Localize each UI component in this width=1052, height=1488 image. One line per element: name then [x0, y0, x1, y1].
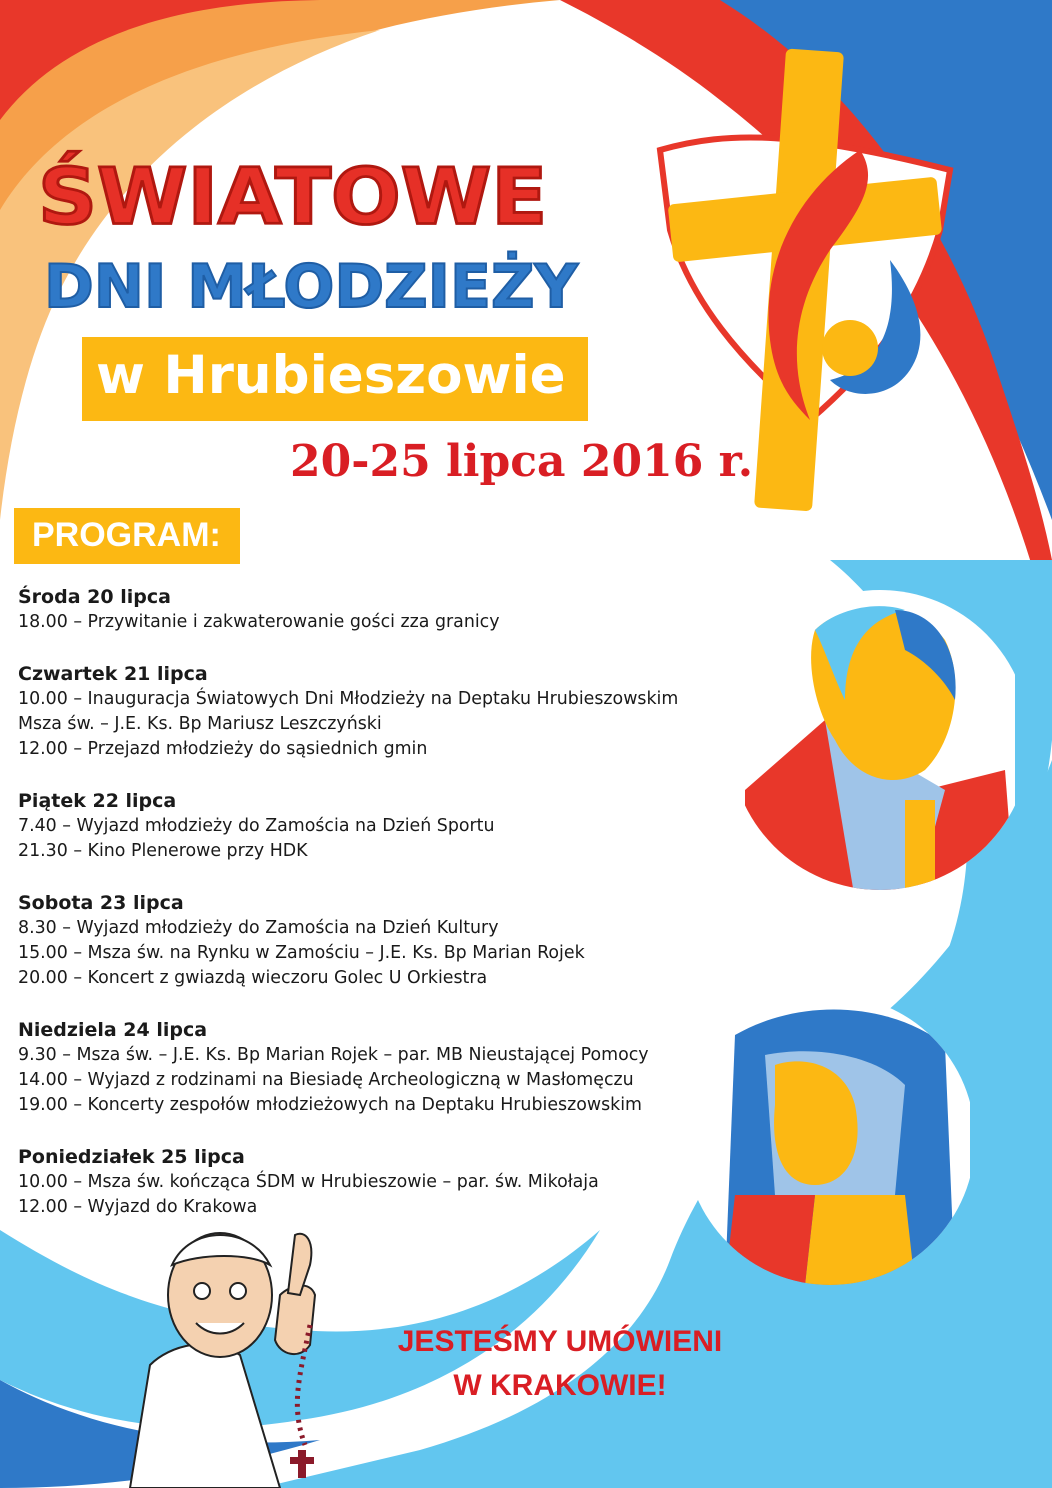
day-block	[18, 1018, 758, 1118]
day-title: Niedziela 24 lipca	[18, 1019, 208, 1041]
closing-line2: W KRAKOWIE!	[453, 1369, 667, 1402]
day-block	[18, 789, 758, 864]
event-dates: 20-25 lipca 2016 r.	[290, 436, 754, 487]
schedule	[18, 585, 758, 1247]
pope-francis-thumbs-up	[110, 1225, 350, 1488]
event-item: 12.00 – Wyjazd do Krakowa	[18, 1197, 258, 1217]
title-line2: DNI MŁODZIEŻY	[44, 252, 578, 322]
program-label: PROGRAM:	[32, 516, 221, 554]
event-item: 9.30 – Msza św. – J.E. Ks. Bp Marian Rojek – par. MB Nieustającej Pomocy	[18, 1045, 649, 1065]
event-item: 10.00 – Msza św. kończąca ŚDM w Hrubieszowie – par. św. Mikołaja	[18, 1172, 599, 1192]
closing-message	[350, 1320, 770, 1408]
event-item: 21.30 – Kino Plenerowe przy HDK	[18, 841, 308, 861]
day-title: Piątek 22 lipca	[18, 790, 177, 812]
event-item: Msza św. – J.E. Ks. Bp Mariusz Leszczyński	[18, 714, 382, 734]
event-item: 14.00 – Wyjazd z rodzinami na Biesiadę Archeologiczną w Masłomęczu	[18, 1070, 634, 1090]
day-title: Środa 20 lipca	[18, 586, 171, 608]
day-title: Czwartek 21 lipca	[18, 663, 208, 685]
john-paul-ii-portrait	[745, 590, 1015, 900]
day-block	[18, 585, 758, 635]
title-line3: w Hrubieszowie	[96, 345, 566, 406]
event-item: 7.40 – Wyjazd młodzieży do Zamościa na Dzień Sportu	[18, 816, 495, 836]
event-item: 8.30 – Wyjazd młodzieży do Zamościa na Dzień Kultury	[18, 918, 499, 938]
event-item: 20.00 – Koncert z gwiazdą wieczoru Golec U Orkiestra	[18, 968, 488, 988]
day-block	[18, 662, 758, 762]
event-item: 18.00 – Przywitanie i zakwaterowanie gości zza granicy	[18, 612, 500, 632]
day-block	[18, 1145, 758, 1220]
event-item: 12.00 – Przejazd młodzieży do sąsiednich gmin	[18, 739, 428, 759]
event-item: 10.00 – Inauguracja Światowych Dni Młodzieży na Deptaku Hrubieszowskim	[18, 689, 679, 709]
day-title: Sobota 23 lipca	[18, 892, 184, 914]
event-item: 19.00 – Koncerty zespołów młodzieżowych na Deptaku Hrubieszowskim	[18, 1095, 642, 1115]
day-block	[18, 891, 758, 991]
closing-line1: JESTEŚMY UMÓWIENI	[397, 1325, 723, 1358]
event-item: 15.00 – Msza św. na Rynku w Zamościu – J.E. Ks. Bp Marian Rojek	[18, 943, 585, 963]
day-title: Poniedziałek 25 lipca	[18, 1146, 245, 1168]
title-line1: ŚWIATOWE	[38, 152, 548, 243]
